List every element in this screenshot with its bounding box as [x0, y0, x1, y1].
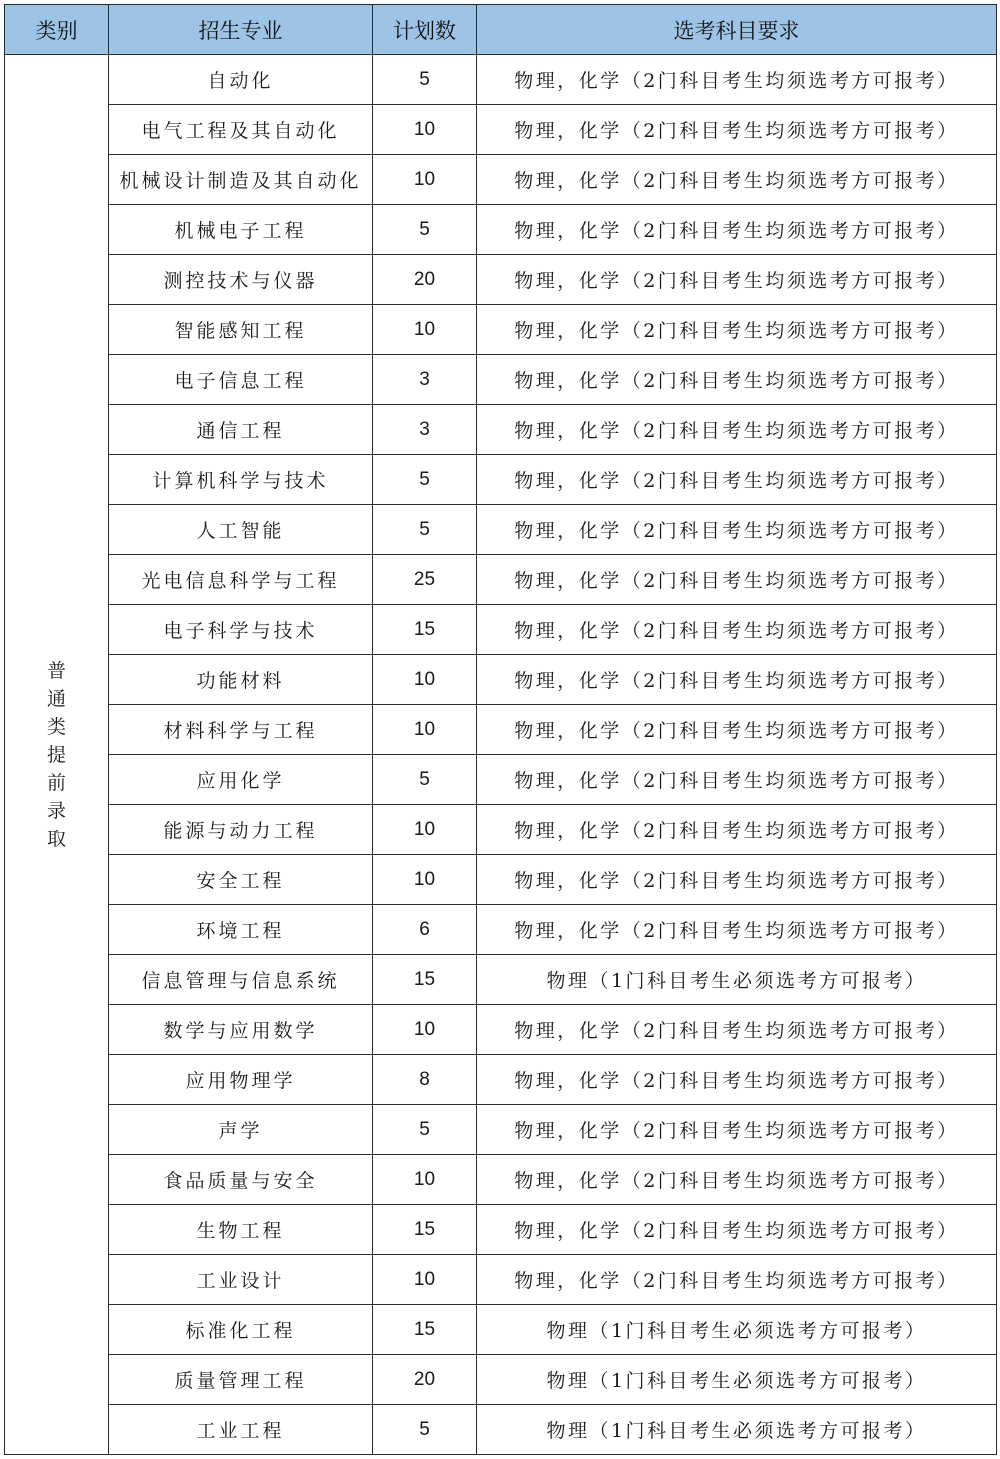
requirement-cell: 物理，化学（2门科目考生均须选考方可报考）	[477, 705, 997, 755]
requirement-cell: 物理，化学（2门科目考生均须选考方可报考）	[477, 605, 997, 655]
plan-count-cell: 5	[373, 1105, 477, 1155]
table-row	[5, 655, 997, 705]
plan-count-cell: 10	[373, 1155, 477, 1205]
plan-count-cell: 10	[373, 1255, 477, 1305]
requirement-cell: 物理，化学（2门科目考生均须选考方可报考）	[477, 1105, 997, 1155]
header-row	[5, 5, 997, 55]
requirement-cell: 物理，化学（2门科目考生均须选考方可报考）	[477, 455, 997, 505]
requirement-cell: 物理，化学（2门科目考生均须选考方可报考）	[477, 1155, 997, 1205]
table-row	[5, 705, 997, 755]
plan-count-cell: 5	[373, 55, 477, 105]
table-row	[5, 1305, 997, 1355]
table-row	[5, 1005, 997, 1055]
table-row	[5, 905, 997, 955]
major-cell: 数学与应用数学	[109, 1005, 373, 1055]
table-row	[5, 1255, 997, 1305]
table-row	[5, 455, 997, 505]
plan-count-cell: 5	[373, 1405, 477, 1455]
table-row	[5, 205, 997, 255]
table-row	[5, 155, 997, 205]
plan-count-cell: 15	[373, 1305, 477, 1355]
major-cell: 环境工程	[109, 905, 373, 955]
plan-count-cell: 5	[373, 205, 477, 255]
major-cell: 人工智能	[109, 505, 373, 555]
requirement-cell: 物理，化学（2门科目考生均须选考方可报考）	[477, 1055, 997, 1105]
plan-count-cell: 10	[373, 155, 477, 205]
major-cell: 质量管理工程	[109, 1355, 373, 1405]
major-cell: 机械设计制造及其自动化	[109, 155, 373, 205]
plan-count-cell: 20	[373, 1355, 477, 1405]
plan-count-cell: 3	[373, 405, 477, 455]
table-row	[5, 1155, 997, 1205]
table-row	[5, 305, 997, 355]
table-row	[5, 805, 997, 855]
table-row	[5, 755, 997, 805]
major-cell: 生物工程	[109, 1205, 373, 1255]
plan-count-cell: 10	[373, 705, 477, 755]
plan-count-cell: 15	[373, 1205, 477, 1255]
plan-count-cell: 25	[373, 555, 477, 605]
table-row	[5, 605, 997, 655]
major-cell: 安全工程	[109, 855, 373, 905]
plan-count-cell: 10	[373, 105, 477, 155]
table-header	[5, 5, 997, 55]
major-cell: 材料科学与工程	[109, 705, 373, 755]
table-row	[5, 555, 997, 605]
plan-count-cell: 10	[373, 855, 477, 905]
plan-count-cell: 20	[373, 255, 477, 305]
plan-count-cell: 10	[373, 305, 477, 355]
major-cell: 电气工程及其自动化	[109, 105, 373, 155]
plan-count-cell: 8	[373, 1055, 477, 1105]
major-cell: 机械电子工程	[109, 205, 373, 255]
plan-count-cell: 6	[373, 905, 477, 955]
major-cell: 工业设计	[109, 1255, 373, 1305]
table-row	[5, 355, 997, 405]
admission-plan-table-container	[4, 4, 997, 1455]
requirement-cell: 物理，化学（2门科目考生均须选考方可报考）	[477, 505, 997, 555]
plan-count-cell: 10	[373, 1005, 477, 1055]
major-cell: 通信工程	[109, 405, 373, 455]
requirement-cell: 物理，化学（2门科目考生均须选考方可报考）	[477, 205, 997, 255]
admission-plan-table	[4, 4, 997, 1455]
table-row	[5, 105, 997, 155]
major-cell: 电子信息工程	[109, 355, 373, 405]
major-cell: 电子科学与技术	[109, 605, 373, 655]
header-major: 招生专业	[109, 5, 373, 55]
major-cell: 功能材料	[109, 655, 373, 705]
header-plan: 计划数	[373, 5, 477, 55]
requirement-cell: 物理，化学（2门科目考生均须选考方可报考）	[477, 805, 997, 855]
table-row	[5, 1405, 997, 1455]
table-row	[5, 505, 997, 555]
table-row	[5, 1355, 997, 1405]
table-row	[5, 405, 997, 455]
plan-count-cell: 5	[373, 455, 477, 505]
requirement-cell: 物理（1门科目考生必须选考方可报考）	[477, 1355, 997, 1405]
plan-count-cell: 3	[373, 355, 477, 405]
requirement-cell: 物理，化学（2门科目考生均须选考方可报考）	[477, 305, 997, 355]
requirement-cell: 物理，化学（2门科目考生均须选考方可报考）	[477, 1005, 997, 1055]
table-row	[5, 1055, 997, 1105]
plan-count-cell: 15	[373, 605, 477, 655]
plan-count-cell: 5	[373, 505, 477, 555]
requirement-cell: 物理（1门科目考生必须选考方可报考）	[477, 1405, 997, 1455]
requirement-cell: 物理，化学（2门科目考生均须选考方可报考）	[477, 555, 997, 605]
plan-count-cell: 15	[373, 955, 477, 1005]
requirement-cell: 物理，化学（2门科目考生均须选考方可报考）	[477, 655, 997, 705]
requirement-cell: 物理，化学（2门科目考生均须选考方可报考）	[477, 405, 997, 455]
major-cell: 光电信息科学与工程	[109, 555, 373, 605]
requirement-cell: 物理，化学（2门科目考生均须选考方可报考）	[477, 1205, 997, 1255]
major-cell: 能源与动力工程	[109, 805, 373, 855]
requirement-cell: 物理，化学（2门科目考生均须选考方可报考）	[477, 855, 997, 905]
header-category: 类别	[5, 5, 109, 55]
major-cell: 测控技术与仪器	[109, 255, 373, 305]
major-cell: 应用物理学	[109, 1055, 373, 1105]
requirement-cell: 物理，化学（2门科目考生均须选考方可报考）	[477, 1255, 997, 1305]
requirement-cell: 物理，化学（2门科目考生均须选考方可报考）	[477, 255, 997, 305]
category-label: 普通类提前录取	[46, 659, 66, 850]
table-row	[5, 55, 997, 105]
major-cell: 应用化学	[109, 755, 373, 805]
requirement-cell: 物理，化学（2门科目考生均须选考方可报考）	[477, 905, 997, 955]
requirement-cell: 物理，化学（2门科目考生均须选考方可报考）	[477, 755, 997, 805]
requirement-cell: 物理（1门科目考生必须选考方可报考）	[477, 955, 997, 1005]
table-row	[5, 255, 997, 305]
header-requirement: 选考科目要求	[477, 5, 997, 55]
plan-count-cell: 5	[373, 755, 477, 805]
requirement-cell: 物理，化学（2门科目考生均须选考方可报考）	[477, 105, 997, 155]
major-cell: 工业工程	[109, 1405, 373, 1455]
major-cell: 声学	[109, 1105, 373, 1155]
category-cell	[5, 55, 109, 1455]
table-row	[5, 1205, 997, 1255]
table-row	[5, 1105, 997, 1155]
requirement-cell: 物理，化学（2门科目考生均须选考方可报考）	[477, 355, 997, 405]
major-cell: 自动化	[109, 55, 373, 105]
table-row	[5, 855, 997, 905]
requirement-cell: 物理，化学（2门科目考生均须选考方可报考）	[477, 55, 997, 105]
major-cell: 智能感知工程	[109, 305, 373, 355]
table-row	[5, 955, 997, 1005]
major-cell: 信息管理与信息系统	[109, 955, 373, 1005]
plan-count-cell: 10	[373, 805, 477, 855]
requirement-cell: 物理，化学（2门科目考生均须选考方可报考）	[477, 155, 997, 205]
major-cell: 食品质量与安全	[109, 1155, 373, 1205]
table-body	[5, 55, 997, 1455]
requirement-cell: 物理（1门科目考生必须选考方可报考）	[477, 1305, 997, 1355]
major-cell: 标准化工程	[109, 1305, 373, 1355]
plan-count-cell: 10	[373, 655, 477, 705]
major-cell: 计算机科学与技术	[109, 455, 373, 505]
